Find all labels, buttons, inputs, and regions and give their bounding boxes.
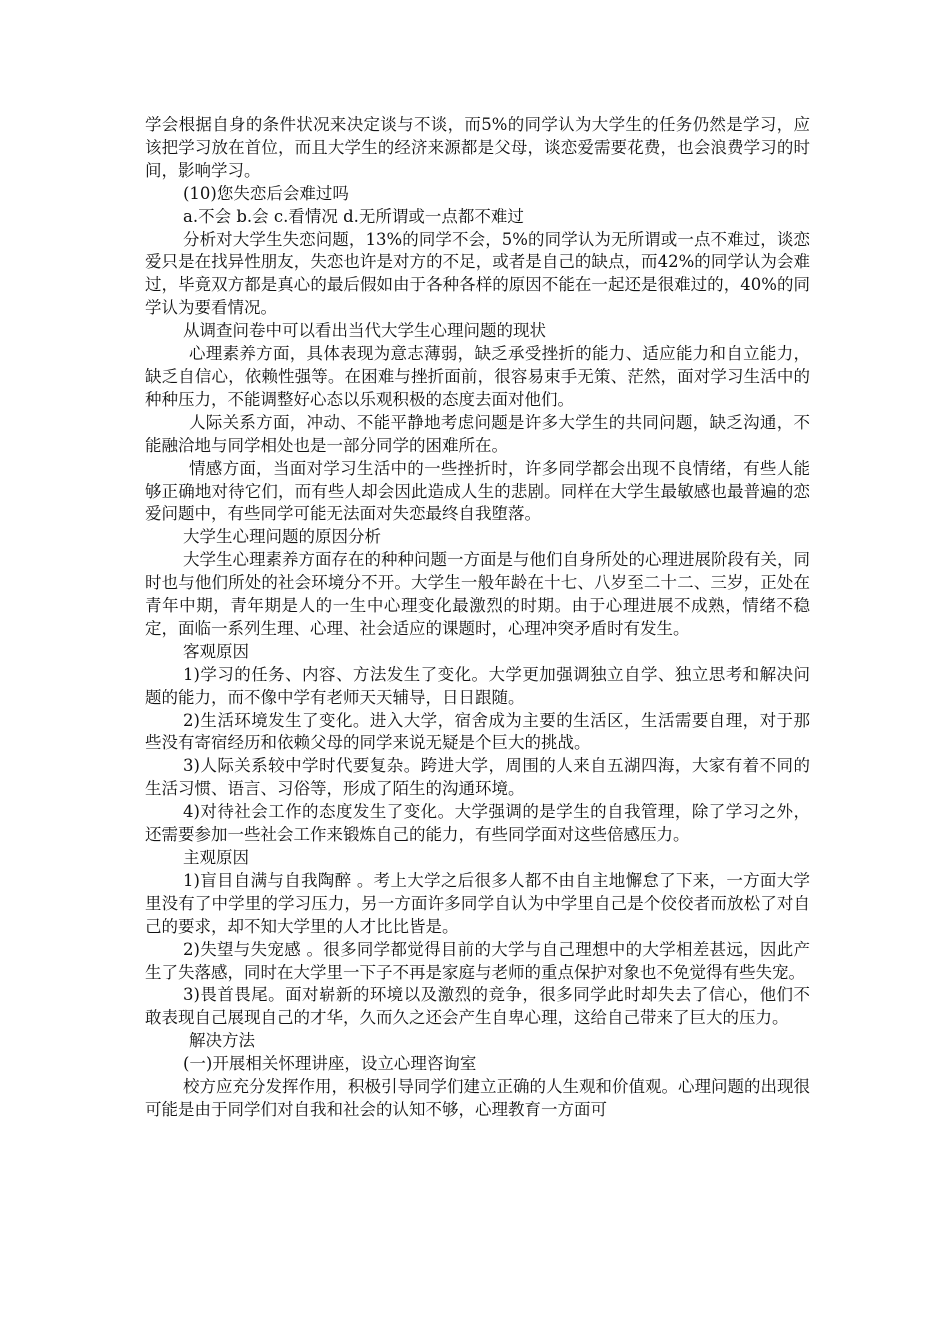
paragraph-interpersonal: 人际关系方面，冲动、不能平静地考虑问题是许多大学生的共同问题，缺乏沟通，不能融洽地与同学相处也是一部分同学的困难所在。 [145,412,810,455]
analysis-paragraph: 分析对大学生失恋问题，13%的同学不会，5%的同学认为无所谓或一点不难过，谈恋爱只是在找异性朋友，失恋也许是对方的不足，或者是自己的缺点，而42%的同学认为会难过，毕竟双方都是真心的最后假如由于各种各样的原因不能在一起还是很难过的，40%的同学认为要看情况。 [145,229,810,318]
question-10-options: a.不会 b.会 c.看情况 d.无所谓或一点都不难过 [183,206,524,226]
question-10: (10)您失恋后会难过吗 [183,183,349,203]
objective-cause-3: 3)人际关系较中学时代要复杂。跨进大学，周围的人来自五湖四海，大家有着不同的生活习惯、语言、习俗等，形成了陌生的沟通环境。 [145,756,810,799]
objective-cause-4: 4)对待社会工作的态度发生了变化。大学强调的是学生的自我管理，除了学习之外，还需要参加一些社会工作来锻炼自己的能力，有些同学面对这些倍感压力。 [145,802,810,845]
objective-cause-2: 2)生活环境发生了变化。进入大学，宿舍成为主要的生活区，生活需要自理，对于那些没有寄宿经历和依赖父母的同学来说无疑是个巨大的挑战。 [145,710,810,753]
heading-objective-causes: 客观原因 [183,641,249,661]
paragraph-psychological-quality: 心理素养方面，具体表现为意志薄弱，缺乏承受挫折的能力、适应能力和自立能力，缺乏自信心，依赖性强等。在困难与挫折面前，很容易束手无策、茫然，面对学习生活中的种种压力，不能调整好心态以乐观积极的态度去面对他们。 [145,344,810,409]
subjective-cause-2: 2)失望与失宠感 。很多同学都觉得目前的大学与自己理想中的大学相差甚远，因此产生了失落感，同时在大学里一下子不再是家庭与老师的重点保护对象也不免觉得有些失宠。 [145,939,810,982]
heading-subjective-causes: 主观原因 [183,848,249,867]
paragraph-continuation: 学会根据自身的条件状况来决定谈与不谈，而5%的同学认为大学生的任务仍然是学习，应该把学习放在首位，而且大学生的经济来源都是父母，谈恋爱需要花费，也会浪费学习的时间，影响学习。 [145,115,810,180]
solution-1-heading: (一)开展相关怀理讲座，设立心理咨询室 [183,1054,477,1074]
section-heading-solutions: 解决方法 [189,1031,255,1051]
solution-1-paragraph: 校方应充分发挥作用，积极引导同学们建立正确的人生观和价值观。心理问题的出现很可能是由于同学们对自我和社会的认知不够，心理教育一方面可 [145,1077,810,1119]
subjective-cause-3: 3)畏首畏尾。面对崭新的环境以及激烈的竞争，很多同学此时却失去了信心，他们不敢表现自己展现自己的才华，久而久之还会产生自卑心理，这给自己带来了巨大的压力。 [145,985,810,1028]
paragraph-causes-intro: 大学生心理素养方面存在的种种问题一方面是与他们自身所处的心理进展阶段有关，同时也与他们所处的社会环境分不开。大学生一般年龄在十七、八岁至二十二、三岁，正处在青年中期，青年期是人的一生中心理变化最激烈的时期。由于心理进展不成熟，情绪不稳定，面临一系列生理、心理、社会适应的课题时，心理冲突矛盾时有发生。 [145,550,810,638]
document-body [145,114,810,1122]
section-heading-causes: 大学生心理问题的原因分析 [183,527,381,547]
objective-cause-1: 1)学习的任务、内容、方法发生了变化。大学更加强调独立自学、独立思考和解决问题的能力，而不像中学有老师天天辅导，日日跟随。 [145,664,810,707]
section-heading-status: 从调查问卷中可以看出当代大学生心理问题的现状 [183,321,546,341]
subjective-cause-1: 1)盲目自满与自我陶醉 。考上大学之后很多人都不由自主地懈怠了下来，一方面大学里没有了中学里的学习压力，另一方面许多同学自认为中学里自己是个佼佼者而放松了对自己的要求，却不知大学里的人才比比皆是。 [145,870,810,936]
paragraph-emotion: 情感方面，当面对学习生活中的一些挫折时，许多同学都会出现不良情绪，有些人能够正确地对待它们，而有些人却会因此造成人生的悲剧。同样在大学生最敏感也最普遍的恋爱问题中，有些同学可能无法面对失恋最终自我堕落。 [145,458,810,524]
